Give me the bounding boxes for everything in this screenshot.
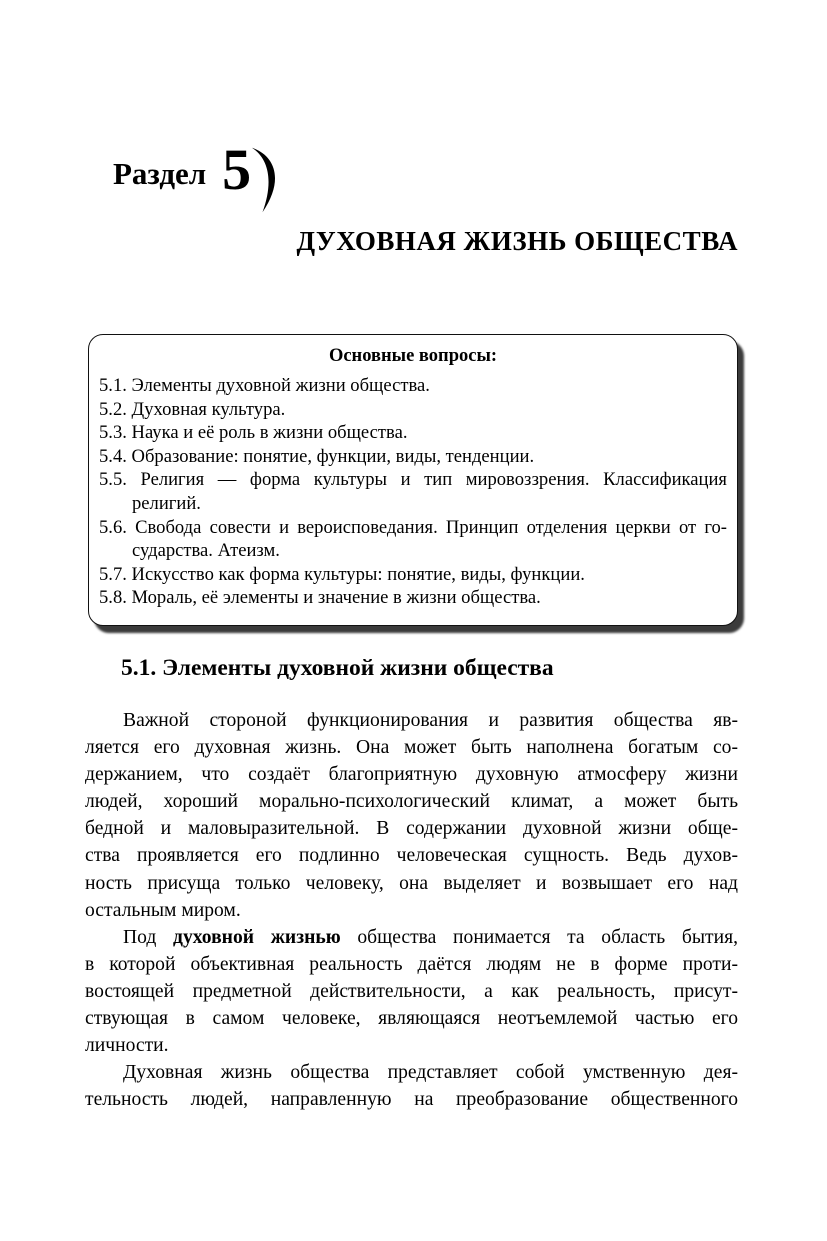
crescent-arc-icon — [243, 142, 285, 218]
text-line: бедной и маловыразительной. В содержании духовной жизни обще- — [85, 818, 738, 840]
question-line: 5.5. Религия — форма культуры и тип мировоззрения. Классификация — [99, 469, 727, 491]
text-line: в которой объективная реальность даётся людям не в форме проти- — [85, 953, 738, 975]
question-line: 5.4. Образование: понятие, функции, виды, тенденции. — [99, 445, 535, 467]
section-header — [113, 137, 285, 218]
question-number: 5.6. — [99, 516, 127, 538]
question-item — [99, 445, 727, 469]
text-line: людей, хороший морально-психологический климат, а может быть — [85, 791, 738, 813]
question-line: 5.1. Элементы духовной жизни общества. — [99, 375, 430, 396]
text-line: личности. — [85, 1035, 169, 1057]
text-line: востоящей предметной действительности, а как реальность, присут- — [85, 980, 738, 1002]
paragraph — [85, 707, 738, 924]
text-line: Под духовной жизнью общества понимается та область бытия, — [123, 926, 738, 948]
question-number: 5.8. — [99, 587, 127, 609]
paragraph — [85, 1059, 738, 1113]
text-line: Важной стороной функционирования и развития общества яв- — [123, 710, 738, 731]
text-line: держанием, что создаёт благоприятную духовную атмосферу жизни — [85, 764, 738, 786]
page-title: ДУХОВНАЯ ЖИЗНЬ ОБЩЕСТВА — [296, 226, 738, 256]
question-line: сударства. Атеизм. — [132, 540, 280, 562]
question-line: 5.7. Искусство как форма культуры: понятие, виды, функции. — [99, 563, 585, 585]
question-line: 5.3. Наука и её роль в жизни общества. — [99, 422, 408, 444]
question-number: 5.5. — [99, 469, 127, 491]
question-item — [99, 563, 727, 587]
question-line: 5.2. Духовная культура. — [99, 398, 286, 420]
paragraph — [85, 924, 738, 1059]
question-line: 5.8. Мораль, её элементы и значение в жизни общества. — [99, 587, 541, 609]
section-label: Раздел — [113, 156, 207, 191]
question-number: 5.1. — [99, 375, 127, 396]
text-line: Духовная жизнь общества представляет собой умственную дея- — [123, 1062, 738, 1084]
question-number: 5.4. — [99, 445, 127, 467]
question-number: 5.2. — [99, 398, 127, 420]
question-item — [99, 398, 727, 422]
text-line: тельность людей, направленную на преобразование общественного — [85, 1089, 738, 1111]
section-heading: 5.1. Элементы духовной жизни общества — [121, 655, 554, 681]
question-item — [99, 421, 727, 445]
question-item — [99, 586, 727, 610]
question-number: 5.7. — [99, 563, 127, 585]
bold-term: духовной жизнью — [173, 926, 341, 948]
text-line: ляется его духовная жизнь. Она может быть наполнена богатым со- — [85, 737, 738, 759]
text-line: ность присуща только человеку, она выделяет и возвышает его над — [85, 872, 738, 894]
question-item — [99, 516, 727, 563]
question-item — [99, 468, 727, 515]
text-line: ства проявляется его подлинно человеческая сущность. Ведь духов- — [85, 845, 738, 867]
question-item — [99, 374, 727, 398]
body-text — [85, 707, 738, 1113]
text-line: ствующая в самом человеке, являющаяся неотъемлемой частью его — [85, 1008, 738, 1030]
questions-list — [99, 374, 727, 610]
question-line: 5.6. Свобода совести и вероисповедания. Принцип отделения церкви от го- — [99, 516, 727, 538]
question-number: 5.3. — [99, 422, 127, 444]
text-line: остальным миром. — [85, 899, 241, 921]
section-number: 5 — [222, 137, 252, 202]
questions-box — [88, 334, 738, 626]
question-line: религий. — [132, 492, 201, 514]
questions-box-heading: Основные вопросы: — [328, 346, 498, 366]
